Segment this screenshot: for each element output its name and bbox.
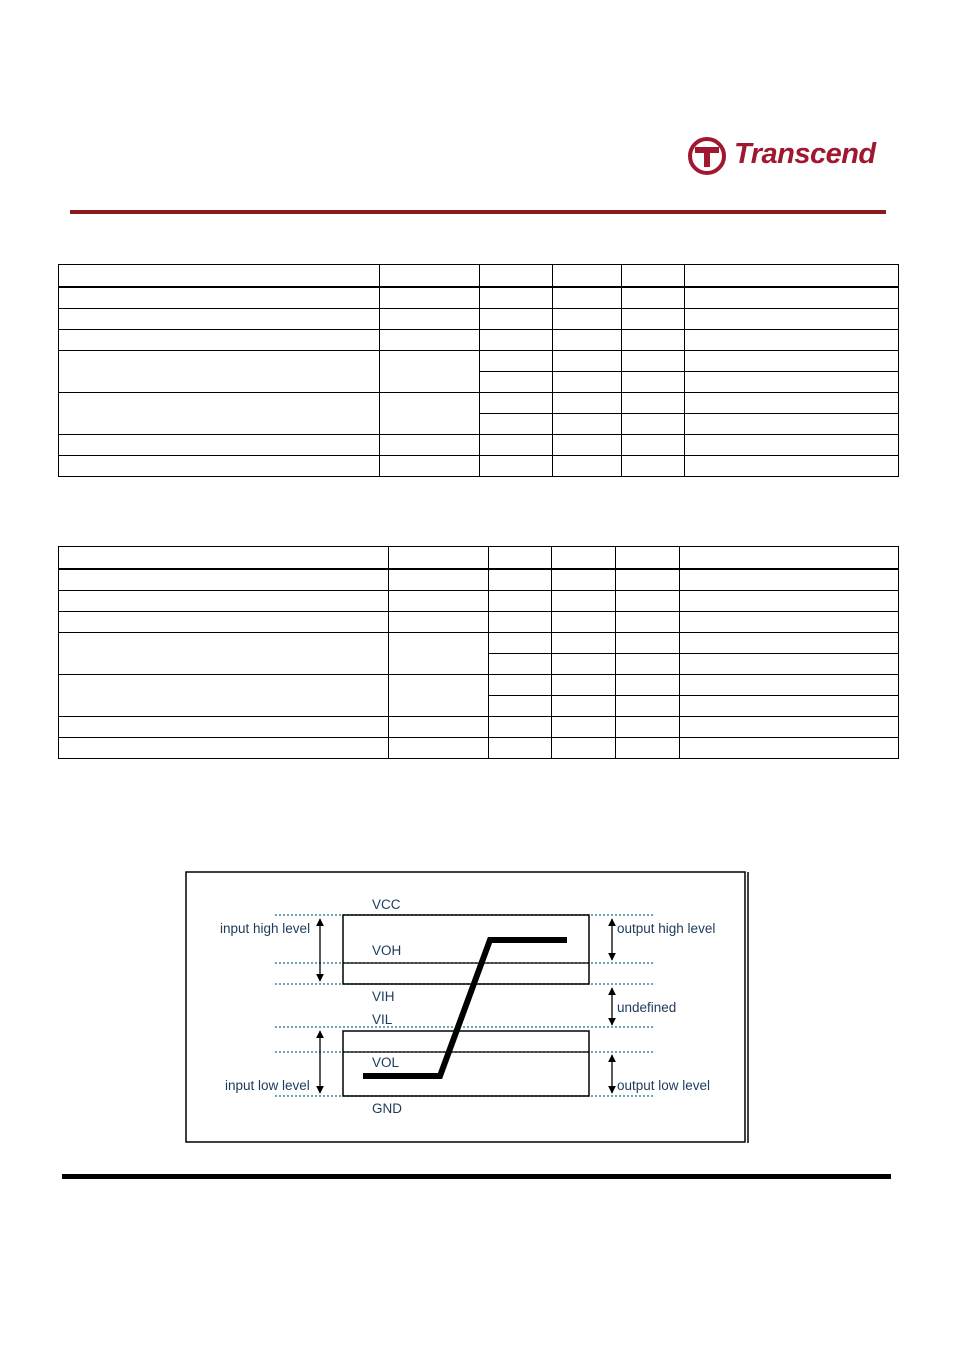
table-row xyxy=(59,569,899,591)
table-row xyxy=(59,738,899,759)
logic-level-diagram xyxy=(185,870,751,1145)
transcend-emblem-icon xyxy=(686,134,732,178)
table-row xyxy=(59,612,899,633)
header-rule xyxy=(70,210,886,214)
table-row xyxy=(59,309,899,330)
brand-name: Transcend xyxy=(734,138,876,170)
footer-rule xyxy=(62,1174,891,1179)
table-header-row xyxy=(59,547,899,570)
vol-label: VOL xyxy=(372,1055,400,1070)
output-low-label: output low level xyxy=(617,1078,711,1093)
voh-label: VOH xyxy=(372,943,402,958)
table-row xyxy=(59,633,899,654)
input-low-label: input low level xyxy=(225,1078,310,1093)
vil-label: VIL xyxy=(372,1012,393,1027)
table-row xyxy=(59,435,899,456)
table-row xyxy=(59,591,899,612)
spec-table-1 xyxy=(58,264,899,477)
input-high-label: input high level xyxy=(220,921,311,936)
table-row xyxy=(59,287,899,309)
table-row xyxy=(59,717,899,738)
gnd-label: GND xyxy=(372,1101,402,1116)
vcc-label: VCC xyxy=(372,897,401,912)
table-row xyxy=(59,393,899,414)
table-row xyxy=(59,330,899,351)
vih-label: VIH xyxy=(372,989,395,1004)
table-header-row xyxy=(59,265,899,288)
table-row xyxy=(59,675,899,696)
undefined-label: undefined xyxy=(617,1000,677,1015)
output-high-label: output high level xyxy=(617,921,716,936)
table-row xyxy=(59,351,899,372)
spec-table-2 xyxy=(58,546,899,759)
table-row xyxy=(59,456,899,477)
transcend-logo xyxy=(686,134,886,178)
